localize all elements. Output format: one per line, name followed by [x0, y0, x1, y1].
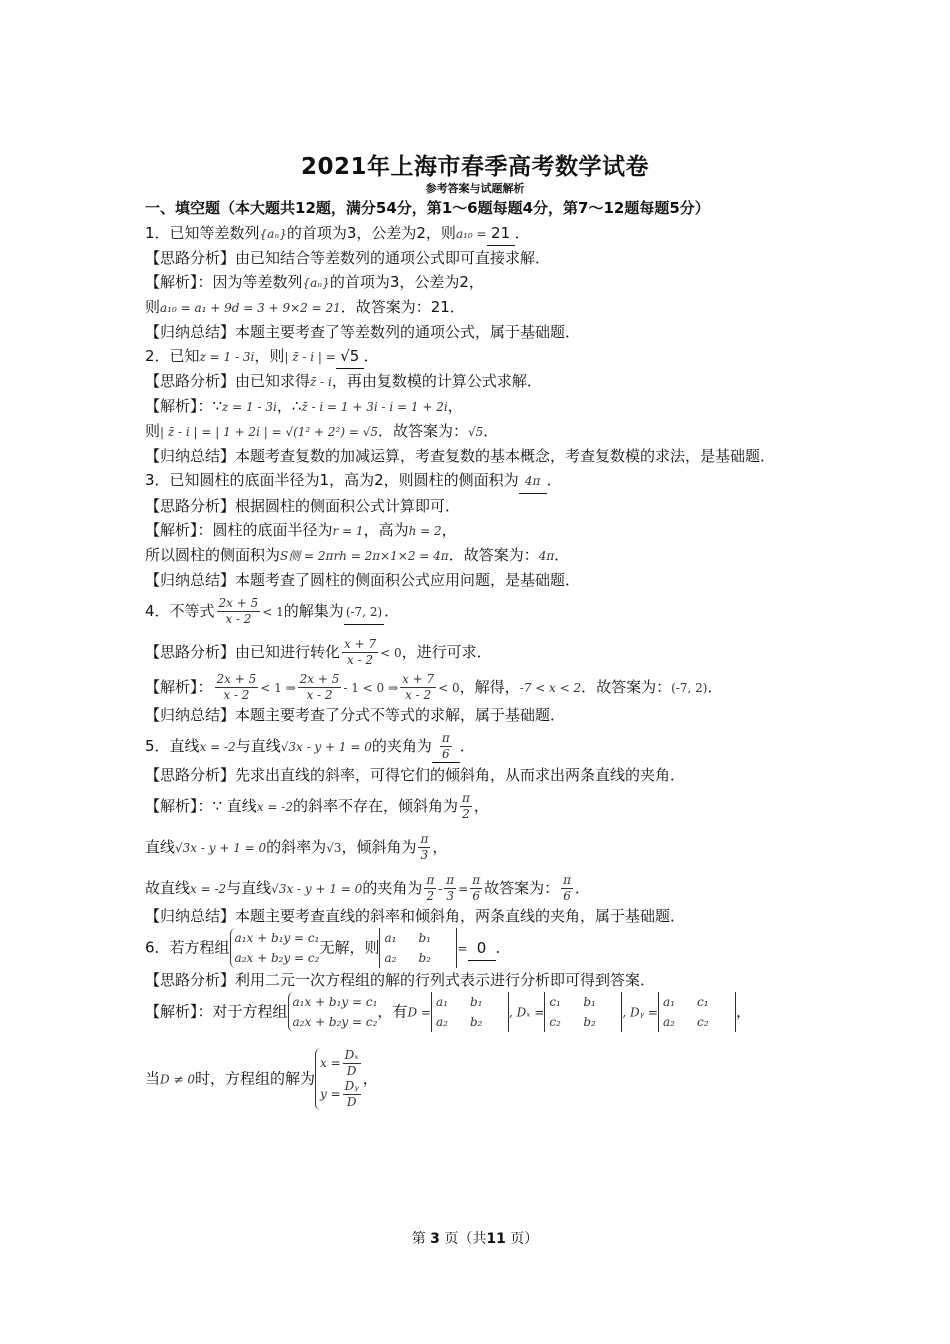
q2-analysis-a: 【思路分析】由已知求得: [145, 372, 311, 390]
q5-sol3-c: 的夹角为: [362, 879, 423, 897]
page-subtitle: 参考答案与试题解析: [425, 182, 525, 195]
q6-d22: b₂: [418, 951, 431, 965]
q2-answer-blank: √5: [336, 344, 364, 369]
q6-sol-eq1: a₁x + b₁y = c₁: [292, 995, 378, 1009]
q5-sol3-frac2: [444, 873, 456, 904]
q5-sol3-frac3: [470, 873, 482, 904]
q1-sol2-pre: 则: [145, 298, 161, 316]
q5-analysis: 【思路分析】先求出直线的斜率，可得它们的倾斜角，从而求出两条直线的夹角．: [145, 766, 686, 784]
q6-Dx-11: c₁: [549, 995, 561, 1009]
q1-analysis: 【思路分析】由已知结合等差数列的通项公式即可直接求解．: [145, 249, 551, 267]
page-total: 11: [486, 1231, 506, 1247]
q5-sol2-den: 3: [420, 848, 429, 862]
q5-sol1-den: 2: [462, 807, 470, 821]
q4-sol-c: ．故答案为：: [581, 678, 672, 696]
q4-analysis-fraction: [342, 637, 378, 668]
q1-solution: [145, 270, 815, 295]
q2-analysis-b: ，再由复数模的计算公式求解．: [331, 372, 542, 390]
q2-math-expr: | z̄ - i | =: [284, 350, 336, 364]
q5-sol2-m: √3x - y + 1 = 0: [175, 841, 267, 855]
q4-an-num: x + 7: [344, 637, 377, 651]
document-body: [145, 196, 815, 1110]
q5-sol3-f3d: 6: [472, 889, 481, 903]
q2-stem-a: 2．已知: [145, 347, 200, 365]
q2-sol2-post: ．故答案为：: [378, 422, 469, 440]
q6-sol2-b: 时，方程组的解为: [194, 1069, 315, 1088]
q2-sol-a: 【解析】：∵: [145, 397, 223, 415]
q6-stem-a: 6．若方程组: [145, 938, 230, 957]
section-heading: 一、填空题（本大题共12题，满分54分，第1～6题每题4分，第7～12题每题5分）: [145, 199, 710, 217]
footer-post: 页）: [510, 1231, 539, 1247]
q1-sol-a: 【解析】：因为等差数列: [145, 273, 303, 291]
q5-sol3-ansn: π: [563, 873, 572, 887]
q4-frac-den: x - 2: [225, 612, 252, 626]
q6-x-frac: [343, 1048, 361, 1079]
q6-eq1: a₁x + b₁y = c₁: [234, 931, 320, 945]
q4-sol-frac3: [400, 672, 436, 703]
q4-an-den: x - 2: [347, 653, 374, 667]
q5-sol3-f3n: π: [472, 873, 481, 887]
q6-determinant: [379, 928, 457, 968]
q6-Dy-12: c₁: [696, 995, 709, 1009]
q6-Dx-12: b₁: [583, 995, 596, 1009]
q5-end: ．: [459, 737, 475, 755]
q2-solution-2: [145, 419, 815, 444]
q5-solution-3: [145, 873, 815, 904]
q1-end: ．: [514, 224, 530, 242]
question-4: [145, 596, 815, 627]
q6-x-den: D: [346, 1064, 357, 1078]
q6-Dy-22: c₂: [696, 1015, 709, 1029]
q1-solution-2: [145, 295, 815, 320]
q6-D-22: b₂: [469, 1015, 483, 1029]
q5-sol2-frac: [418, 832, 430, 863]
q4-s-mid3: < 0: [438, 681, 460, 695]
q5-math-l2: √3x - y + 1 = 0: [280, 740, 372, 754]
q1-sol2-post: ．故答案为：21．: [340, 298, 465, 316]
q4-s-den2: x - 2: [306, 688, 333, 702]
q5-sol1-c: ，: [473, 797, 489, 815]
q6-solution-system: [315, 1048, 363, 1110]
q4-analysis-b: ，进行可求．: [401, 643, 492, 661]
question-6: [145, 928, 815, 968]
q3-sol-a: 【解析】：圆柱的底面半径为: [145, 521, 333, 539]
q6-sol-system: [288, 992, 378, 1032]
q2-sol2-end: ．: [483, 422, 499, 440]
question-5: [145, 731, 815, 763]
q4-fraction: [217, 596, 261, 627]
q6-D-21: a₂: [435, 1015, 448, 1029]
q2-sol-m1: z = 1 - 3i: [222, 400, 277, 414]
q5-sol1-a: 【解析】：∵ 直线: [145, 797, 257, 815]
q6-Dy-21: a₂: [662, 1015, 675, 1029]
q4-answer-blank: (-7, 2): [344, 600, 384, 625]
q6-y-num: Dᵧ: [344, 1079, 359, 1093]
q4-analysis: [145, 637, 815, 668]
q5-sol3-f2d: 3: [446, 889, 455, 903]
q4-summary: 【归纳总结】本题主要考查了分式不等式的求解，属于基础题．: [145, 706, 566, 724]
q6-x-label: x =: [319, 1056, 341, 1070]
q5-sol1-frac: [460, 791, 472, 822]
q1-sol-b: 的首项为3，公差为2，: [329, 273, 484, 291]
q5-stem-c: 的夹角为: [371, 737, 432, 755]
q6-solution-2: [145, 1048, 815, 1110]
q6-D-det: [431, 992, 509, 1032]
q6-sol2-a: 当: [145, 1069, 161, 1088]
q2-end: ．: [363, 347, 379, 365]
q4-s-mid1: < 1 ⇒: [260, 681, 296, 695]
q5-sol2-d: ，: [432, 838, 448, 856]
q6-stem-b: 无解，则: [319, 938, 380, 957]
q1-stem-b: 的首项为3，公差为2，则: [286, 224, 456, 242]
q6-solution: [145, 992, 815, 1032]
q4-frac-num: 2x + 5: [218, 596, 259, 610]
q5-sol1-num: π: [461, 791, 470, 805]
q5-ans-den: 6: [442, 747, 450, 761]
q4-sol-frac2: [298, 672, 342, 703]
question-3: [145, 468, 815, 494]
q5-sol3-eq: =: [458, 882, 469, 896]
q3-sol-m2: h = 2: [408, 524, 442, 538]
q1-math-seq: {aₙ}: [259, 227, 287, 241]
q5-summary: 【归纳总结】本题主要考查直线的斜率和倾斜角，两条直线的夹角，属于基础题．: [145, 907, 686, 925]
q4-s-den3: x - 2: [405, 688, 432, 702]
q3-stem: 3．已知圆柱的底面半径为1，高为2，则圆柱的侧面积为: [145, 471, 519, 489]
q5-stem-a: 5．直线: [145, 737, 200, 755]
q1-sol-seq: {aₙ}: [302, 276, 330, 290]
q5-stem-b: 与直线: [235, 737, 281, 755]
q2-sol-m2: z̄ - i = 1 + 3i - i = 1 + 2i: [301, 400, 448, 414]
q5-sol3-f2n: π: [446, 873, 455, 887]
q2-math-z: z = 1 - 3i: [199, 350, 255, 364]
q6-sol-a: 【解析】：对于方程组: [145, 1002, 288, 1021]
q4-analysis-a: 【思路分析】由已知进行转化: [145, 643, 341, 661]
q6-sol-b: ，有: [377, 1002, 408, 1021]
q4-sol-m: -7 < x < 2: [519, 681, 582, 695]
q3-sol2-end: ．: [554, 546, 570, 564]
q6-equation-system: [230, 928, 320, 968]
q3-solution-2: [145, 543, 815, 568]
q5-sol3-ans-frac: [561, 873, 573, 904]
q6-sol2-c: ，: [362, 1069, 378, 1088]
q6-x-num: Dₓ: [344, 1048, 359, 1062]
q5-sol3-m1: x = -2: [190, 882, 227, 896]
q4-an-lt: < 0: [380, 646, 402, 660]
q1-summary: 【归纳总结】本题主要考查了等差数列的通项公式，属于基础题．: [145, 323, 581, 341]
q6-D-11: a₁: [435, 995, 448, 1009]
q5-sol3-ansd: 6: [563, 889, 571, 903]
q5-sol3-end: ．: [575, 879, 591, 897]
q4-sol-ans: (-7, 2): [671, 681, 708, 695]
q3-sol-c: ，: [441, 521, 457, 539]
q6-d12: b₁: [418, 931, 431, 945]
q6-Dy-11: a₁: [662, 995, 675, 1009]
q4-stem-a: 4．不等式: [145, 602, 215, 620]
q4-s-num3: x + 7: [402, 672, 435, 686]
q5-sol2-b: 的斜率为: [266, 838, 327, 856]
q5-solution-1: [145, 791, 815, 822]
q2-math-zbar: z̄ - i: [310, 375, 332, 389]
q5-sol1-b: 的斜率不存在，倾斜角为: [292, 797, 458, 815]
q5-sol3-b: 与直线: [226, 879, 272, 897]
q4-sol-frac1: [215, 672, 259, 703]
q5-sol1-m: x = -2: [256, 800, 293, 814]
q4-sol-a: 【解析】：: [145, 678, 213, 696]
q3-end: ．: [546, 471, 562, 489]
q4-solution: [145, 672, 815, 703]
q5-sol3-f1n: π: [426, 873, 435, 887]
q6-end: ．: [495, 938, 511, 957]
q6-sol-c: ，: [735, 1002, 751, 1021]
q1-math-a10: a₁₀ =: [455, 227, 487, 241]
q3-sol2-ans: 4π: [538, 549, 555, 563]
q2-sol-c: ，: [447, 397, 463, 415]
q6-d21: a₂: [384, 951, 397, 965]
q1-sol2-math: a₁₀ = a₁ + 9d = 3 + 9×2 = 21: [160, 301, 341, 315]
q6-Dx-22: b₂: [583, 1015, 596, 1029]
q6-answer-blank: 0: [468, 936, 496, 961]
q6-y-den: D: [346, 1095, 357, 1109]
page-footer: [0, 1228, 950, 1248]
q5-sol2-c: ，倾斜角为: [341, 838, 417, 856]
q5-math-l1: x = -2: [199, 740, 236, 754]
q6-D-label: D =: [407, 1005, 431, 1020]
q5-sol3-op: -: [438, 882, 443, 896]
q4-s-num2: 2x + 5: [299, 672, 340, 686]
q6-y-label: y =: [319, 1087, 341, 1101]
q6-Dy-det: [658, 992, 736, 1032]
question-2: [145, 344, 815, 369]
q6-d11: a₁: [384, 931, 397, 945]
q4-s-mid2: - 1 < 0 ⇒: [343, 681, 399, 695]
q2-sol2-math: | z̄ - i | = | 1 + 2i | = √(1² + 2²) = √5: [160, 425, 378, 439]
q2-sol2-pre: 则: [145, 422, 161, 440]
q6-Dx-det: [544, 992, 622, 1032]
q4-s-den1: x - 2: [223, 688, 250, 702]
q5-sol3-f1d: 2: [426, 889, 435, 903]
q6-sol-eq2: a₂x + b₂y = c₂: [292, 1015, 378, 1029]
q6-analysis: 【思路分析】利用二元一次方程组的解的行列式表示进行分析即可得到答案．: [145, 971, 656, 989]
q5-solution-2: [145, 832, 815, 863]
q2-summary: 【归纳总结】本题考查复数的加减运算，考查复数的基本概念，考查复数模的求法，是基础题．: [145, 447, 776, 465]
q2-sol2-ans: √5: [468, 425, 484, 439]
q6-D-12: b₁: [469, 995, 483, 1009]
q5-sol2-num: π: [420, 832, 429, 846]
q5-ans-num: π: [441, 731, 450, 745]
q3-analysis: 【思路分析】根据圆柱的侧面积公式计算即可．: [145, 497, 461, 515]
q6-y-frac: [343, 1079, 361, 1110]
q3-solution: [145, 518, 815, 543]
q6-eq2: a₂x + b₂y = c₂: [234, 951, 320, 965]
q6-Dx-label: , Dₓ =: [508, 1005, 545, 1020]
q3-sol-m1: r = 1: [332, 524, 364, 538]
page-title: 2021年上海市春季高考数学试卷: [300, 154, 649, 180]
q5-sol3-a: 故直线: [145, 879, 191, 897]
q5-answer-fraction: [440, 731, 452, 762]
q3-answer-blank: 4π: [519, 469, 547, 494]
q3-sol2-post: ．故答案为：: [448, 546, 539, 564]
q4-stem-b: 的解集为: [283, 602, 344, 620]
q4-lt1: < 1: [262, 605, 284, 619]
q3-sol2-math: S侧 = 2πrh = 2π×1×2 = 4π: [280, 549, 449, 563]
q4-end: ．: [384, 602, 400, 620]
q5-sol3-frac1: [424, 873, 436, 904]
q5-sol3-d: 故答案为：: [484, 879, 560, 897]
q6-Dy-label: , Dᵧ =: [622, 1005, 658, 1020]
q3-summary: 【归纳总结】本题考查了圆柱的侧面积公式应用问题，是基础题．: [145, 571, 581, 589]
q5-sol2-k: √3: [326, 841, 342, 855]
footer-mid: 页（共: [444, 1231, 487, 1247]
q1-stem-a: 1．已知等差数列: [145, 224, 260, 242]
page-number: 3: [430, 1231, 440, 1247]
q5-sol2-a: 直线: [145, 838, 176, 856]
q5-sol3-m2: √3x - y + 1 = 0: [271, 882, 363, 896]
q3-sol-b: ，高为: [363, 521, 409, 539]
q2-sol-b: ，∴: [276, 397, 302, 415]
q6-Dx-21: c₂: [549, 1015, 561, 1029]
q4-sol-end: ．: [707, 678, 723, 696]
footer-pre: 第: [411, 1231, 426, 1247]
q4-sol-b: ，解得，: [459, 678, 520, 696]
question-1: [145, 221, 815, 246]
q3-sol2-pre: 所以圆柱的侧面积为: [145, 546, 281, 564]
q4-s-num1: 2x + 5: [216, 672, 257, 686]
q2-analysis: [145, 369, 815, 394]
q2-solution: [145, 394, 815, 419]
q1-answer-blank: 21: [487, 221, 515, 246]
q6-eqs: =: [457, 941, 468, 956]
q6-sol2-m: D ≠ 0: [160, 1072, 195, 1087]
q2-stem-b: ，则: [254, 347, 285, 365]
